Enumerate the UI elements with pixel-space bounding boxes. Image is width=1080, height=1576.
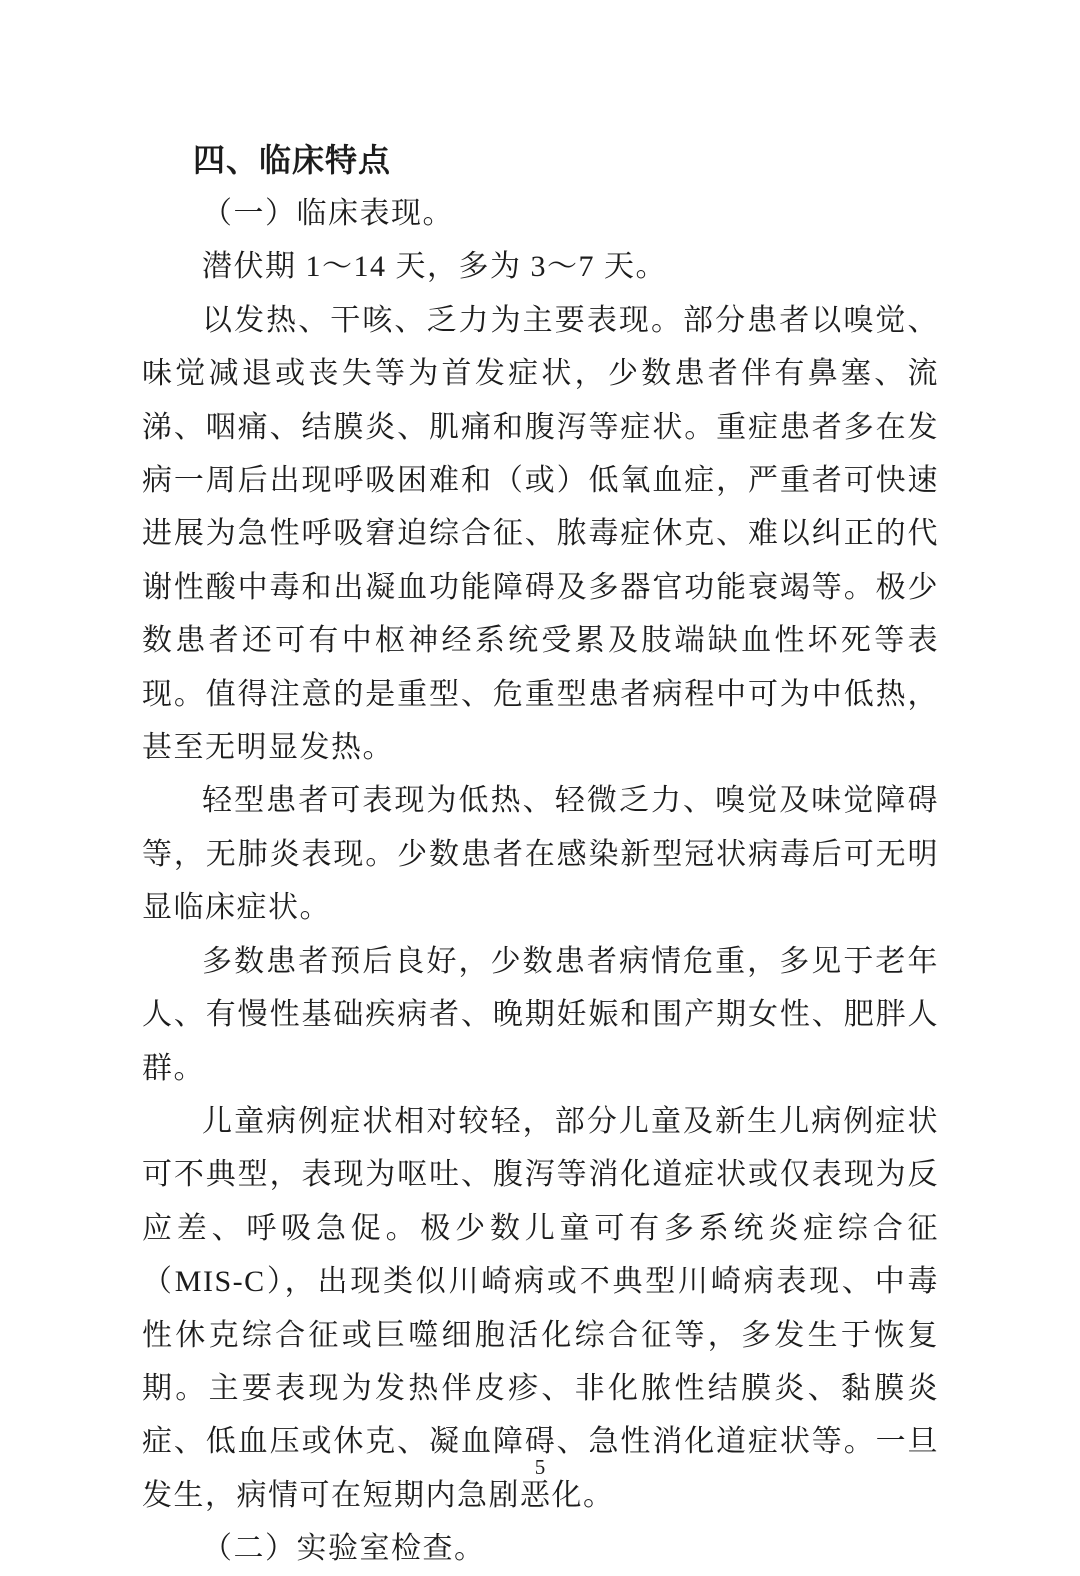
paragraph-main-symptoms: 以发热、干咳、乏力为主要表现。部分患者以嗅觉、味觉减退或丧失等为首发症状，少数患者伴有鼻塞、流涕、咽痛、结膜炎、肌痛和腹泻等症状。重症患者多在发病一周后出现呼吸困难和（或）低氧血症，严重者可快速进展为急性呼吸窘迫综合征、脓毒症休克、难以纠正的代谢性酸中毒和出凝血功能障碍及多器官功能衰竭等。极少数患者还可有中枢神经系统受累及肢端缺血性坏死等表现。值得注意的是重型、危重型患者病程中可为中低热，甚至无明显发热。 (142, 303, 939, 765)
paragraph-pediatric-cases: 儿童病例症状相对较轻，部分儿童及新生儿病例症状可不典型，表现为呕吐、腹泻等消化道症状或仅表现为反应差、呼吸急促。极少数儿童可有多系统炎症综合征（MIS-C），出现类似川崎病或不典型川崎病表现、中毒性休克综合征或巨噬细胞活化综合征等，多发生于恢复期。主要表现为发热伴皮疹、非化脓性结膜炎、黏膜炎症、低血压或休克、凝血障碍、急性消化道症状等。一旦发生，病情可在短期内急剧恶化。 (142, 1104, 939, 1512)
paragraph-mild-cases: 轻型患者可表现为低热、轻微乏力、嗅觉及味觉障碍等，无肺炎表现。少数患者在感染新型冠状病毒后可无明显临床症状。 (142, 784, 939, 925)
document-body (142, 133, 939, 1576)
paragraph-subheading-clinical-manifestations: （一）临床表现。 (202, 197, 454, 230)
paragraph-subheading-laboratory-tests: （二）实验室检查。 (202, 1532, 486, 1566)
section-heading: 四、临床特点 (193, 142, 392, 178)
page-number: 5 (534, 1455, 546, 1479)
paragraph-prognosis: 多数患者预后良好，少数患者病情危重，多见于老年人、有慢性基础疾病者、晚期妊娠和围产期女性、肥胖人群。 (142, 944, 939, 1085)
paragraph-incubation-period: 潜伏期 1～14 天，多为 3～7 天。 (202, 250, 667, 284)
